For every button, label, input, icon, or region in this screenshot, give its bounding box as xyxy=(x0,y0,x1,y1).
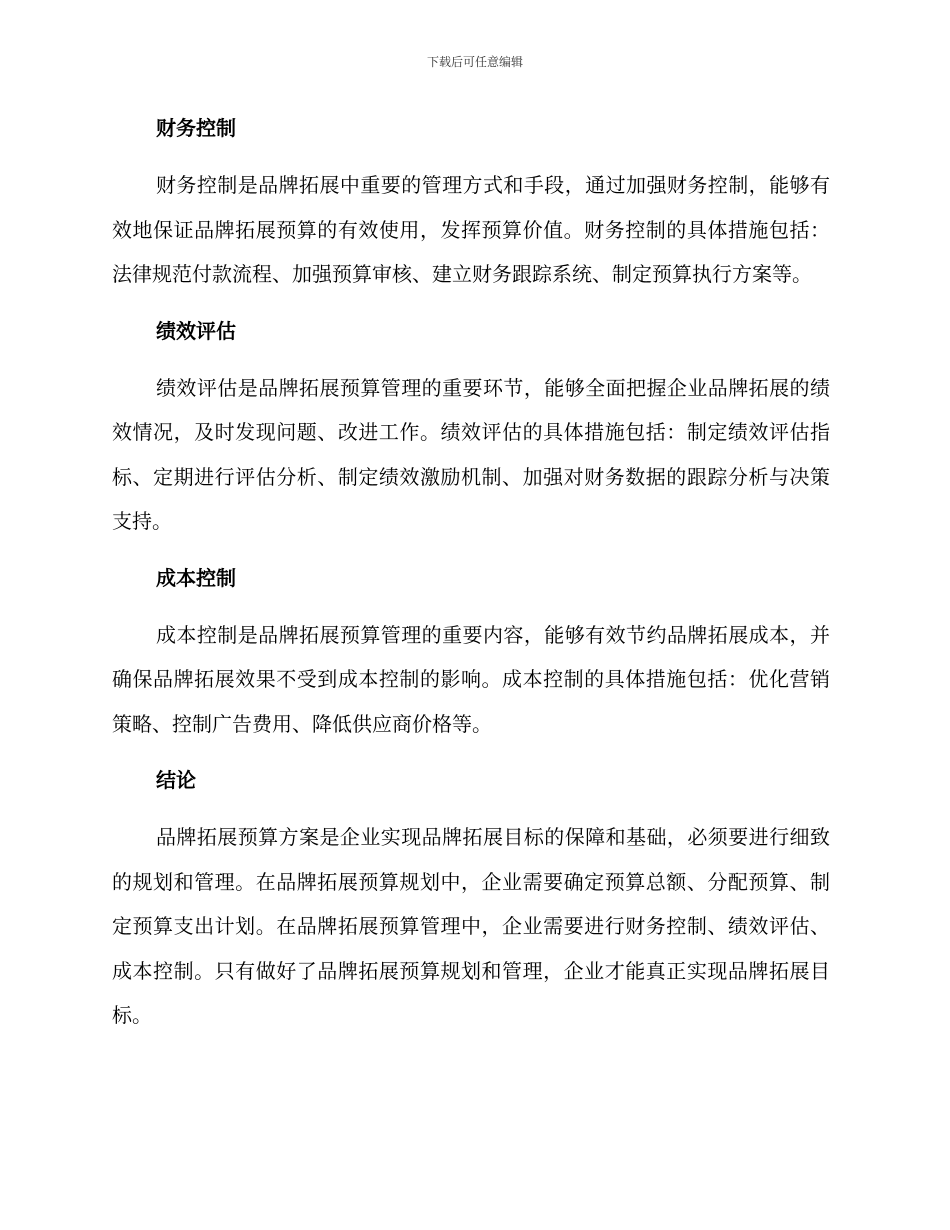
section-paragraph-cost-control: 成本控制是品牌拓展预算管理的重要内容，能够有效节约品牌拓展成本，并确保品牌拓展效果不受到成本控制的影响。成本控制的具体措施包括：优化营销策略、控制广告费用、降低供应商价格等。 xyxy=(112,622,830,736)
section-paragraph-financial-control: 财务控制是品牌拓展中重要的管理方式和手段，通过加强财务控制，能够有效地保证品牌拓展预算的有效使用，发挥预算价值。财务控制的具体措施包括：法律规范付款流程、加强预算审核、建立财务跟踪系统、制定预算执行方案等。 xyxy=(112,173,830,286)
section-paragraph-performance-evaluation: 绩效评估是品牌拓展预算管理的重要环节，能够全面把握企业品牌拓展的绩效情况，及时发现问题、改进工作。绩效评估的具体措施包括：制定绩效评估指标、定期进行评估分析、制定绩效激励机制、加强对财务数据的跟踪分析与决策支持。 xyxy=(112,375,830,533)
section-heading-performance-evaluation: 绩效评估 xyxy=(156,318,236,343)
page-header: 下载后可任意编辑 xyxy=(426,55,523,69)
section-heading-conclusion: 结论 xyxy=(156,768,196,792)
section-heading-cost-control: 成本控制 xyxy=(156,565,236,590)
section-paragraph-conclusion: 品牌拓展预算方案是企业实现品牌拓展目标的保障和基础，必须要进行细致的规划和管理。在品牌拓展预算规划中，企业需要确定预算总额、分配预算、制定预算支出计划。在品牌拓展预算管理中，企业需要进行财务控制、绩效评估、成本控制。只有做好了品牌拓展预算规划和管理，企业才能真正实现品牌拓展目标。 xyxy=(112,825,830,1027)
section-heading-financial-control: 财务控制 xyxy=(156,116,236,140)
document-body xyxy=(112,112,830,1038)
